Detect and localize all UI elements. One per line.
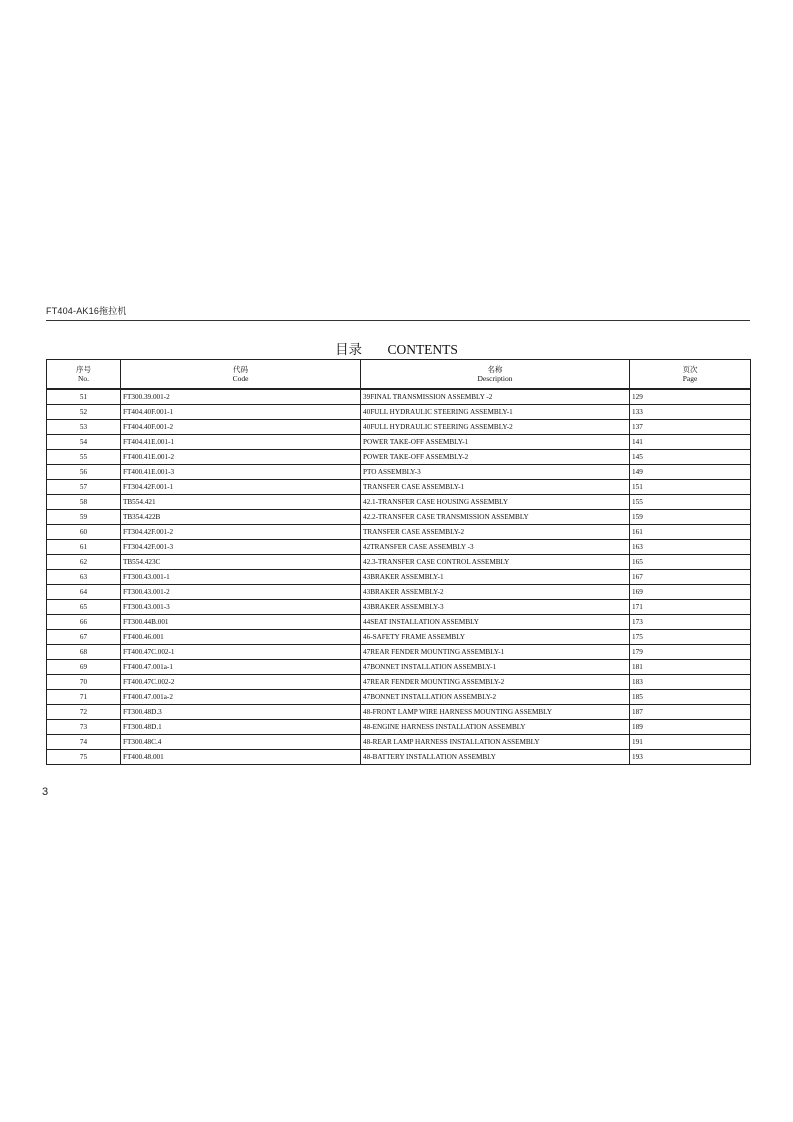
cell-no: 62 (47, 555, 121, 570)
cell-description: 43BRAKER ASSEMBLY-1 (361, 570, 630, 585)
table-row (47, 630, 751, 645)
table-body (47, 389, 751, 765)
cell-page: 165 (630, 555, 751, 570)
cell-code: FT404.40F.001-1 (121, 405, 361, 420)
cell-description: TRANSFER CASE ASSEMBLY-2 (361, 525, 630, 540)
contents-title-en: CONTENTS (387, 342, 458, 357)
cell-page: 187 (630, 705, 751, 720)
header-rule (46, 320, 750, 321)
cell-no: 72 (47, 705, 121, 720)
cell-no: 51 (47, 389, 121, 405)
contents-title-zh: 目录 (335, 342, 363, 357)
col-header-description-en: Description (477, 374, 513, 383)
cell-code: FT304.42F.001-2 (121, 525, 361, 540)
cell-no: 55 (47, 450, 121, 465)
cell-code: TB554.423C (121, 555, 361, 570)
cell-description: 42TRANSFER CASE ASSEMBLY -3 (361, 540, 630, 555)
cell-page: 173 (630, 615, 751, 630)
cell-page: 169 (630, 585, 751, 600)
cell-no: 74 (47, 735, 121, 750)
cell-no: 56 (47, 465, 121, 480)
cell-page: 163 (630, 540, 751, 555)
cell-page: 175 (630, 630, 751, 645)
cell-page: 137 (630, 420, 751, 435)
cell-page: 149 (630, 465, 751, 480)
cell-description: 48-REAR LAMP HARNESS INSTALLATION ASSEMBLY (361, 735, 630, 750)
document-header: FT404-AK16拖拉机 (46, 306, 127, 316)
cell-page: 183 (630, 675, 751, 690)
cell-page: 189 (630, 720, 751, 735)
cell-page: 193 (630, 750, 751, 765)
cell-code: FT300.48C.4 (121, 735, 361, 750)
cell-no: 65 (47, 600, 121, 615)
cell-no: 67 (47, 630, 121, 645)
cell-no: 61 (47, 540, 121, 555)
col-header-code-zh: 代码 (233, 365, 248, 374)
cell-description: 43BRAKER ASSEMBLY-3 (361, 600, 630, 615)
cell-page: 151 (630, 480, 751, 495)
cell-page: 161 (630, 525, 751, 540)
cell-code: FT400.41E.001-3 (121, 465, 361, 480)
cell-description: 42.3-TRANSFER CASE CONTROL ASSEMBLY (361, 555, 630, 570)
cell-no: 64 (47, 585, 121, 600)
cell-code: FT300.48D.3 (121, 705, 361, 720)
cell-page: 155 (630, 495, 751, 510)
col-header-page-en: Page (682, 374, 698, 383)
cell-code: FT300.44B.001 (121, 615, 361, 630)
cell-code: FT300.43.001-2 (121, 585, 361, 600)
cell-code: TB554.421 (121, 495, 361, 510)
cell-description: 42.2-TRANSFER CASE TRANSMISSION ASSEMBLY (361, 510, 630, 525)
cell-description: 40FULL HYDRAULIC STEERING ASSEMBLY-1 (361, 405, 630, 420)
table-row (47, 585, 751, 600)
cell-code: FT404.40F.001-2 (121, 420, 361, 435)
cell-description: 40FULL HYDRAULIC STEERING ASSEMBLY-2 (361, 420, 630, 435)
cell-description: PTO ASSEMBLY-3 (361, 465, 630, 480)
cell-description: 47BONNET INSTALLATION ASSEMBLY-1 (361, 660, 630, 675)
cell-code: FT400.47.001a-2 (121, 690, 361, 705)
cell-description: 48-ENGINE HARNESS INSTALLATION ASSEMBLY (361, 720, 630, 735)
cell-no: 60 (47, 525, 121, 540)
table-row (47, 510, 751, 525)
cell-description: 48-FRONT LAMP WIRE HARNESS MOUNTING ASSEMBLY (361, 705, 630, 720)
table-row (47, 405, 751, 420)
col-header-page-zh: 页次 (682, 365, 698, 374)
cell-code: FT400.41E.001-2 (121, 450, 361, 465)
cell-no: 70 (47, 675, 121, 690)
cell-no: 75 (47, 750, 121, 765)
cell-no: 73 (47, 720, 121, 735)
cell-page: 141 (630, 435, 751, 450)
cell-no: 54 (47, 435, 121, 450)
cell-no: 66 (47, 615, 121, 630)
cell-page: 185 (630, 690, 751, 705)
cell-no: 69 (47, 660, 121, 675)
cell-no: 68 (47, 645, 121, 660)
cell-page: 159 (630, 510, 751, 525)
cell-page: 181 (630, 660, 751, 675)
cell-page: 167 (630, 570, 751, 585)
col-header-description (361, 360, 630, 390)
col-header-no (47, 360, 121, 390)
table-row (47, 389, 751, 405)
col-header-no-en: No. (77, 374, 90, 383)
cell-code: FT304.42F.001-1 (121, 480, 361, 495)
table-row (47, 690, 751, 705)
cell-description: TRANSFER CASE ASSEMBLY-1 (361, 480, 630, 495)
table-row (47, 675, 751, 690)
table-row (47, 750, 751, 765)
table-row (47, 735, 751, 750)
table-row (47, 465, 751, 480)
cell-no: 52 (47, 405, 121, 420)
table-row (47, 600, 751, 615)
table-row (47, 555, 751, 570)
col-header-code-en: Code (232, 374, 249, 383)
cell-description: 47REAR FENDER MOUNTING ASSEMBLY-2 (361, 675, 630, 690)
page-number: 3 (42, 786, 49, 798)
table-row (47, 645, 751, 660)
cell-code: FT400.47C.002-2 (121, 675, 361, 690)
cell-no: 58 (47, 495, 121, 510)
table-row (47, 525, 751, 540)
table-header-row (47, 360, 751, 390)
cell-page: 133 (630, 405, 751, 420)
table-row (47, 660, 751, 675)
cell-no: 71 (47, 690, 121, 705)
cell-description: 39FINAL TRANSMISSION ASSEMBLY -2 (361, 389, 630, 405)
cell-code: FT400.46.001 (121, 630, 361, 645)
table-row (47, 435, 751, 450)
cell-no: 59 (47, 510, 121, 525)
table-row (47, 480, 751, 495)
cell-code: FT400.47.001a-1 (121, 660, 361, 675)
table-row (47, 720, 751, 735)
cell-code: FT300.43.001-1 (121, 570, 361, 585)
cell-description: 46-SAFETY FRAME ASSEMBLY (361, 630, 630, 645)
col-header-page (630, 360, 751, 390)
cell-code: FT300.43.001-3 (121, 600, 361, 615)
table-row (47, 540, 751, 555)
table-row (47, 570, 751, 585)
cell-description: 47REAR FENDER MOUNTING ASSEMBLY-1 (361, 645, 630, 660)
cell-description: POWER TAKE-OFF ASSEMBLY-1 (361, 435, 630, 450)
cell-description: 44SEAT INSTALLATION ASSEMBLY (361, 615, 630, 630)
cell-description: 43BRAKER ASSEMBLY-2 (361, 585, 630, 600)
cell-description: 47BONNET INSTALLATION ASSEMBLY-2 (361, 690, 630, 705)
cell-code: FT300.39.001-2 (121, 389, 361, 405)
contents-title (0, 338, 793, 358)
cell-code: FT400.47C.002-1 (121, 645, 361, 660)
cell-no: 63 (47, 570, 121, 585)
table-row (47, 615, 751, 630)
cell-code: FT300.48D.1 (121, 720, 361, 735)
col-header-code (121, 360, 361, 390)
cell-no: 53 (47, 420, 121, 435)
cell-page: 171 (630, 600, 751, 615)
contents-table (46, 359, 751, 765)
cell-page: 145 (630, 450, 751, 465)
cell-page: 179 (630, 645, 751, 660)
cell-description: POWER TAKE-OFF ASSEMBLY-2 (361, 450, 630, 465)
table-row (47, 705, 751, 720)
cell-code: FT304.42F.001-3 (121, 540, 361, 555)
col-header-no-zh: 序号 (76, 365, 91, 374)
cell-code: FT400.48.001 (121, 750, 361, 765)
table-row (47, 495, 751, 510)
cell-page: 191 (630, 735, 751, 750)
cell-description: 42.1-TRANSFER CASE HOUSING ASSEMBLY (361, 495, 630, 510)
col-header-description-zh: 名称 (487, 365, 503, 374)
cell-code: FT404.41E.001-1 (121, 435, 361, 450)
cell-description: 48-BATTERY INSTALLATION ASSEMBLY (361, 750, 630, 765)
table-row (47, 420, 751, 435)
cell-page: 129 (630, 389, 751, 405)
cell-code: TB354.422B (121, 510, 361, 525)
table-row (47, 450, 751, 465)
cell-no: 57 (47, 480, 121, 495)
